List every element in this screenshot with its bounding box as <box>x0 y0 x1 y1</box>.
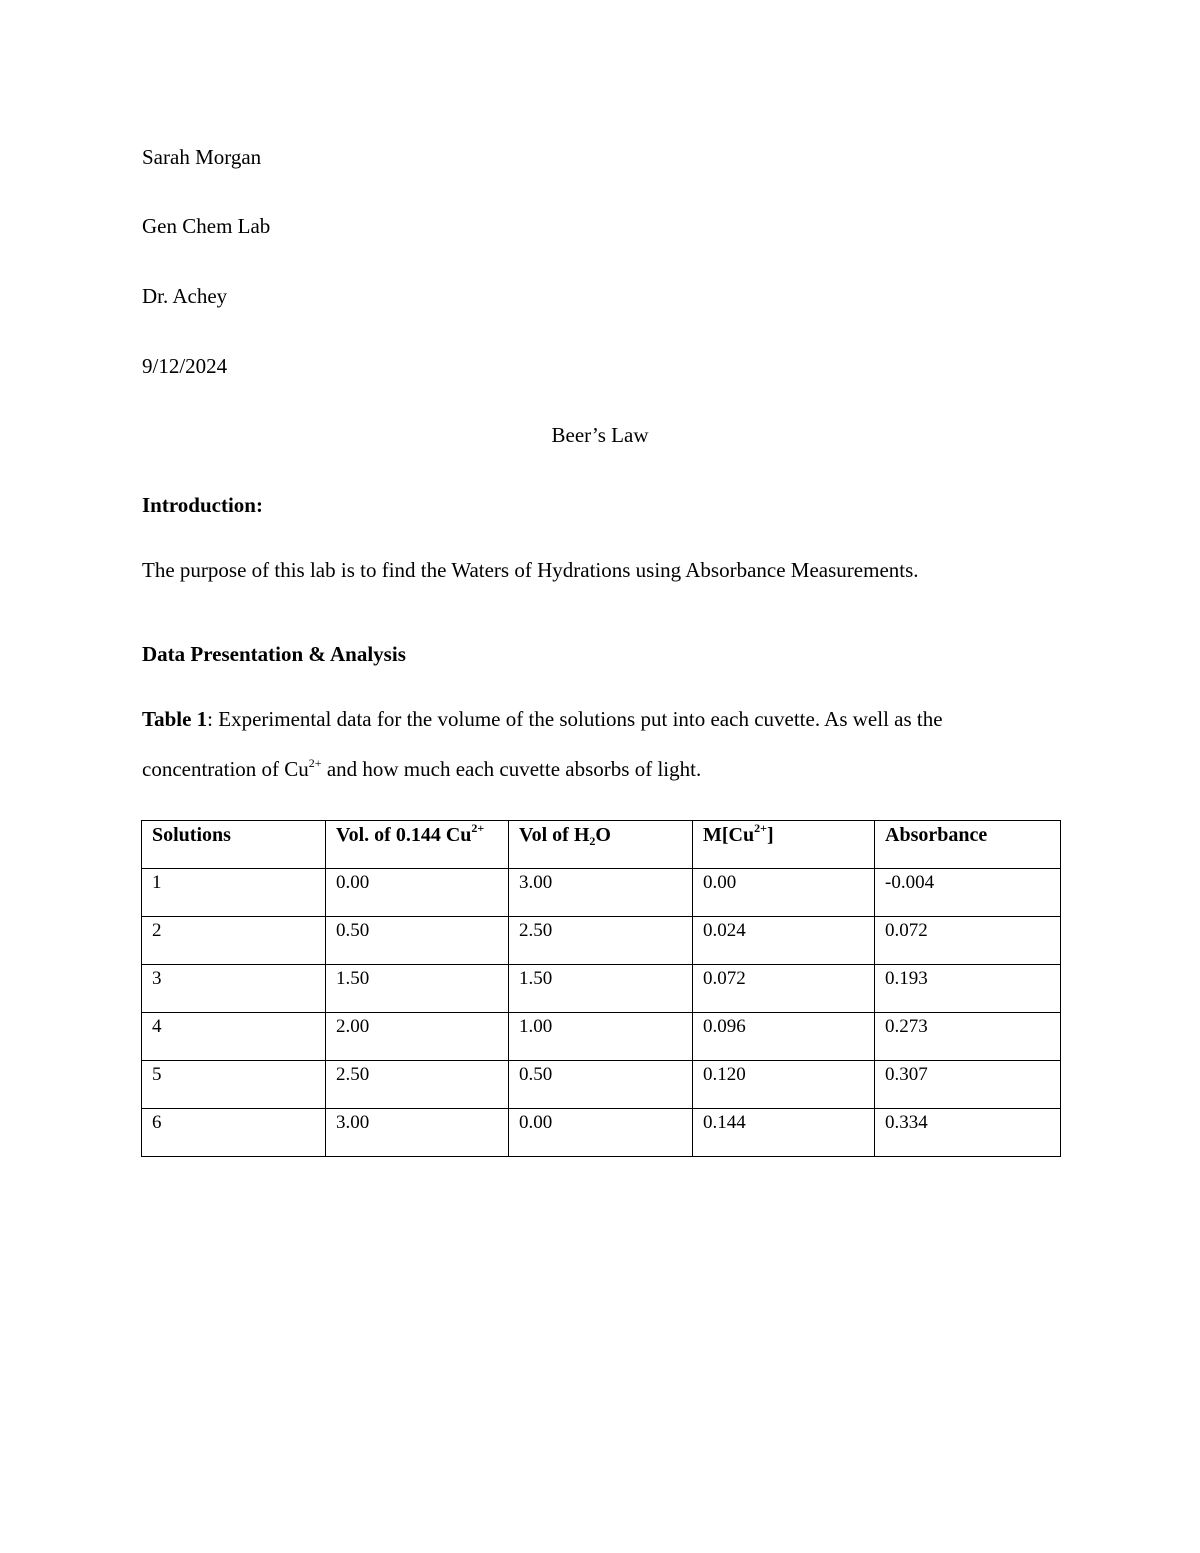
cell-vol-cu: 2.00 <box>326 1013 509 1061</box>
header-m-cu <box>693 821 875 869</box>
cell-vol-cu: 2.50 <box>326 1061 509 1109</box>
data-table <box>141 820 1061 1157</box>
instructor-name: Dr. Achey <box>142 284 228 308</box>
caption-cu-charge: 2+ <box>308 756 322 770</box>
header-absorbance: Absorbance <box>875 821 1061 869</box>
cell-vol-h2o: 1.00 <box>509 1013 693 1061</box>
cell-m-cu: 0.072 <box>693 965 875 1013</box>
header-m-cu-bracket: ] <box>766 824 774 846</box>
caption-tail-text: and how much each cuvette absorbs of light. <box>321 757 702 781</box>
cell-solution: 2 <box>142 917 326 965</box>
header-vol-h2o-o: O <box>595 824 611 846</box>
header-solutions: Solutions <box>142 821 326 869</box>
cell-m-cu: 0.024 <box>693 917 875 965</box>
cell-vol-cu: 3.00 <box>326 1109 509 1157</box>
cell-absorbance: 0.334 <box>875 1109 1061 1157</box>
cell-vol-cu: 0.50 <box>326 917 509 965</box>
cell-solution: 3 <box>142 965 326 1013</box>
cell-solution: 6 <box>142 1109 326 1157</box>
cell-m-cu: 0.120 <box>693 1061 875 1109</box>
cell-absorbance: 0.072 <box>875 917 1061 965</box>
cell-solution: 5 <box>142 1061 326 1109</box>
table-caption-line-2 <box>142 757 701 781</box>
cell-vol-h2o: 0.00 <box>509 1109 693 1157</box>
cell-absorbance: -0.004 <box>875 869 1061 917</box>
course-name: Gen Chem Lab <box>142 214 271 238</box>
header-vol-cu-charge: 2+ <box>471 821 485 835</box>
table-caption-line-1 <box>142 707 943 731</box>
header-vol-cu <box>326 821 509 869</box>
cell-vol-cu: 1.50 <box>326 965 509 1013</box>
cell-m-cu: 0.00 <box>693 869 875 917</box>
introduction-heading: Introduction: <box>142 493 263 517</box>
header-vol-h2o <box>509 821 693 869</box>
cell-solution: 1 <box>142 869 326 917</box>
cell-m-cu: 0.096 <box>693 1013 875 1061</box>
header-vol-h2o-text: Vol of H <box>519 824 590 846</box>
cell-vol-h2o: 1.50 <box>509 965 693 1013</box>
table-row <box>142 1013 1061 1061</box>
report-title: Beer’s Law <box>551 423 649 447</box>
table-row <box>142 917 1061 965</box>
table-row <box>142 869 1061 917</box>
cell-vol-h2o: 3.00 <box>509 869 693 917</box>
header-m-cu-charge: 2+ <box>754 821 767 835</box>
header-vol-h2o-subscript: 2 <box>589 834 596 848</box>
header-m-cu-text: M[Cu <box>703 824 755 846</box>
introduction-text: The purpose of this lab is to find the Waters of Hydrations using Absorbance Measurements. <box>142 558 919 582</box>
analysis-heading: Data Presentation & Analysis <box>142 642 406 666</box>
cell-absorbance: 0.193 <box>875 965 1061 1013</box>
cell-absorbance: 0.273 <box>875 1013 1061 1061</box>
student-name: Sarah Morgan <box>142 145 262 169</box>
report-date: 9/12/2024 <box>142 354 228 378</box>
cell-vol-h2o: 2.50 <box>509 917 693 965</box>
header-vol-cu-text: Vol. of 0.144 Cu <box>336 824 472 846</box>
cell-vol-h2o: 0.50 <box>509 1061 693 1109</box>
table-row <box>142 1061 1061 1109</box>
table-header-row <box>142 821 1061 869</box>
cell-vol-cu: 0.00 <box>326 869 509 917</box>
caption-cu-text: concentration of Cu <box>142 757 309 781</box>
cell-m-cu: 0.144 <box>693 1109 875 1157</box>
table-row <box>142 965 1061 1013</box>
table-caption-text: : Experimental data for the volume of the solutions put into each cuvette. As well as the <box>207 707 943 731</box>
cell-absorbance: 0.307 <box>875 1061 1061 1109</box>
cell-solution: 4 <box>142 1013 326 1061</box>
table-caption-label: Table 1 <box>142 707 208 731</box>
table-row <box>142 1109 1061 1157</box>
